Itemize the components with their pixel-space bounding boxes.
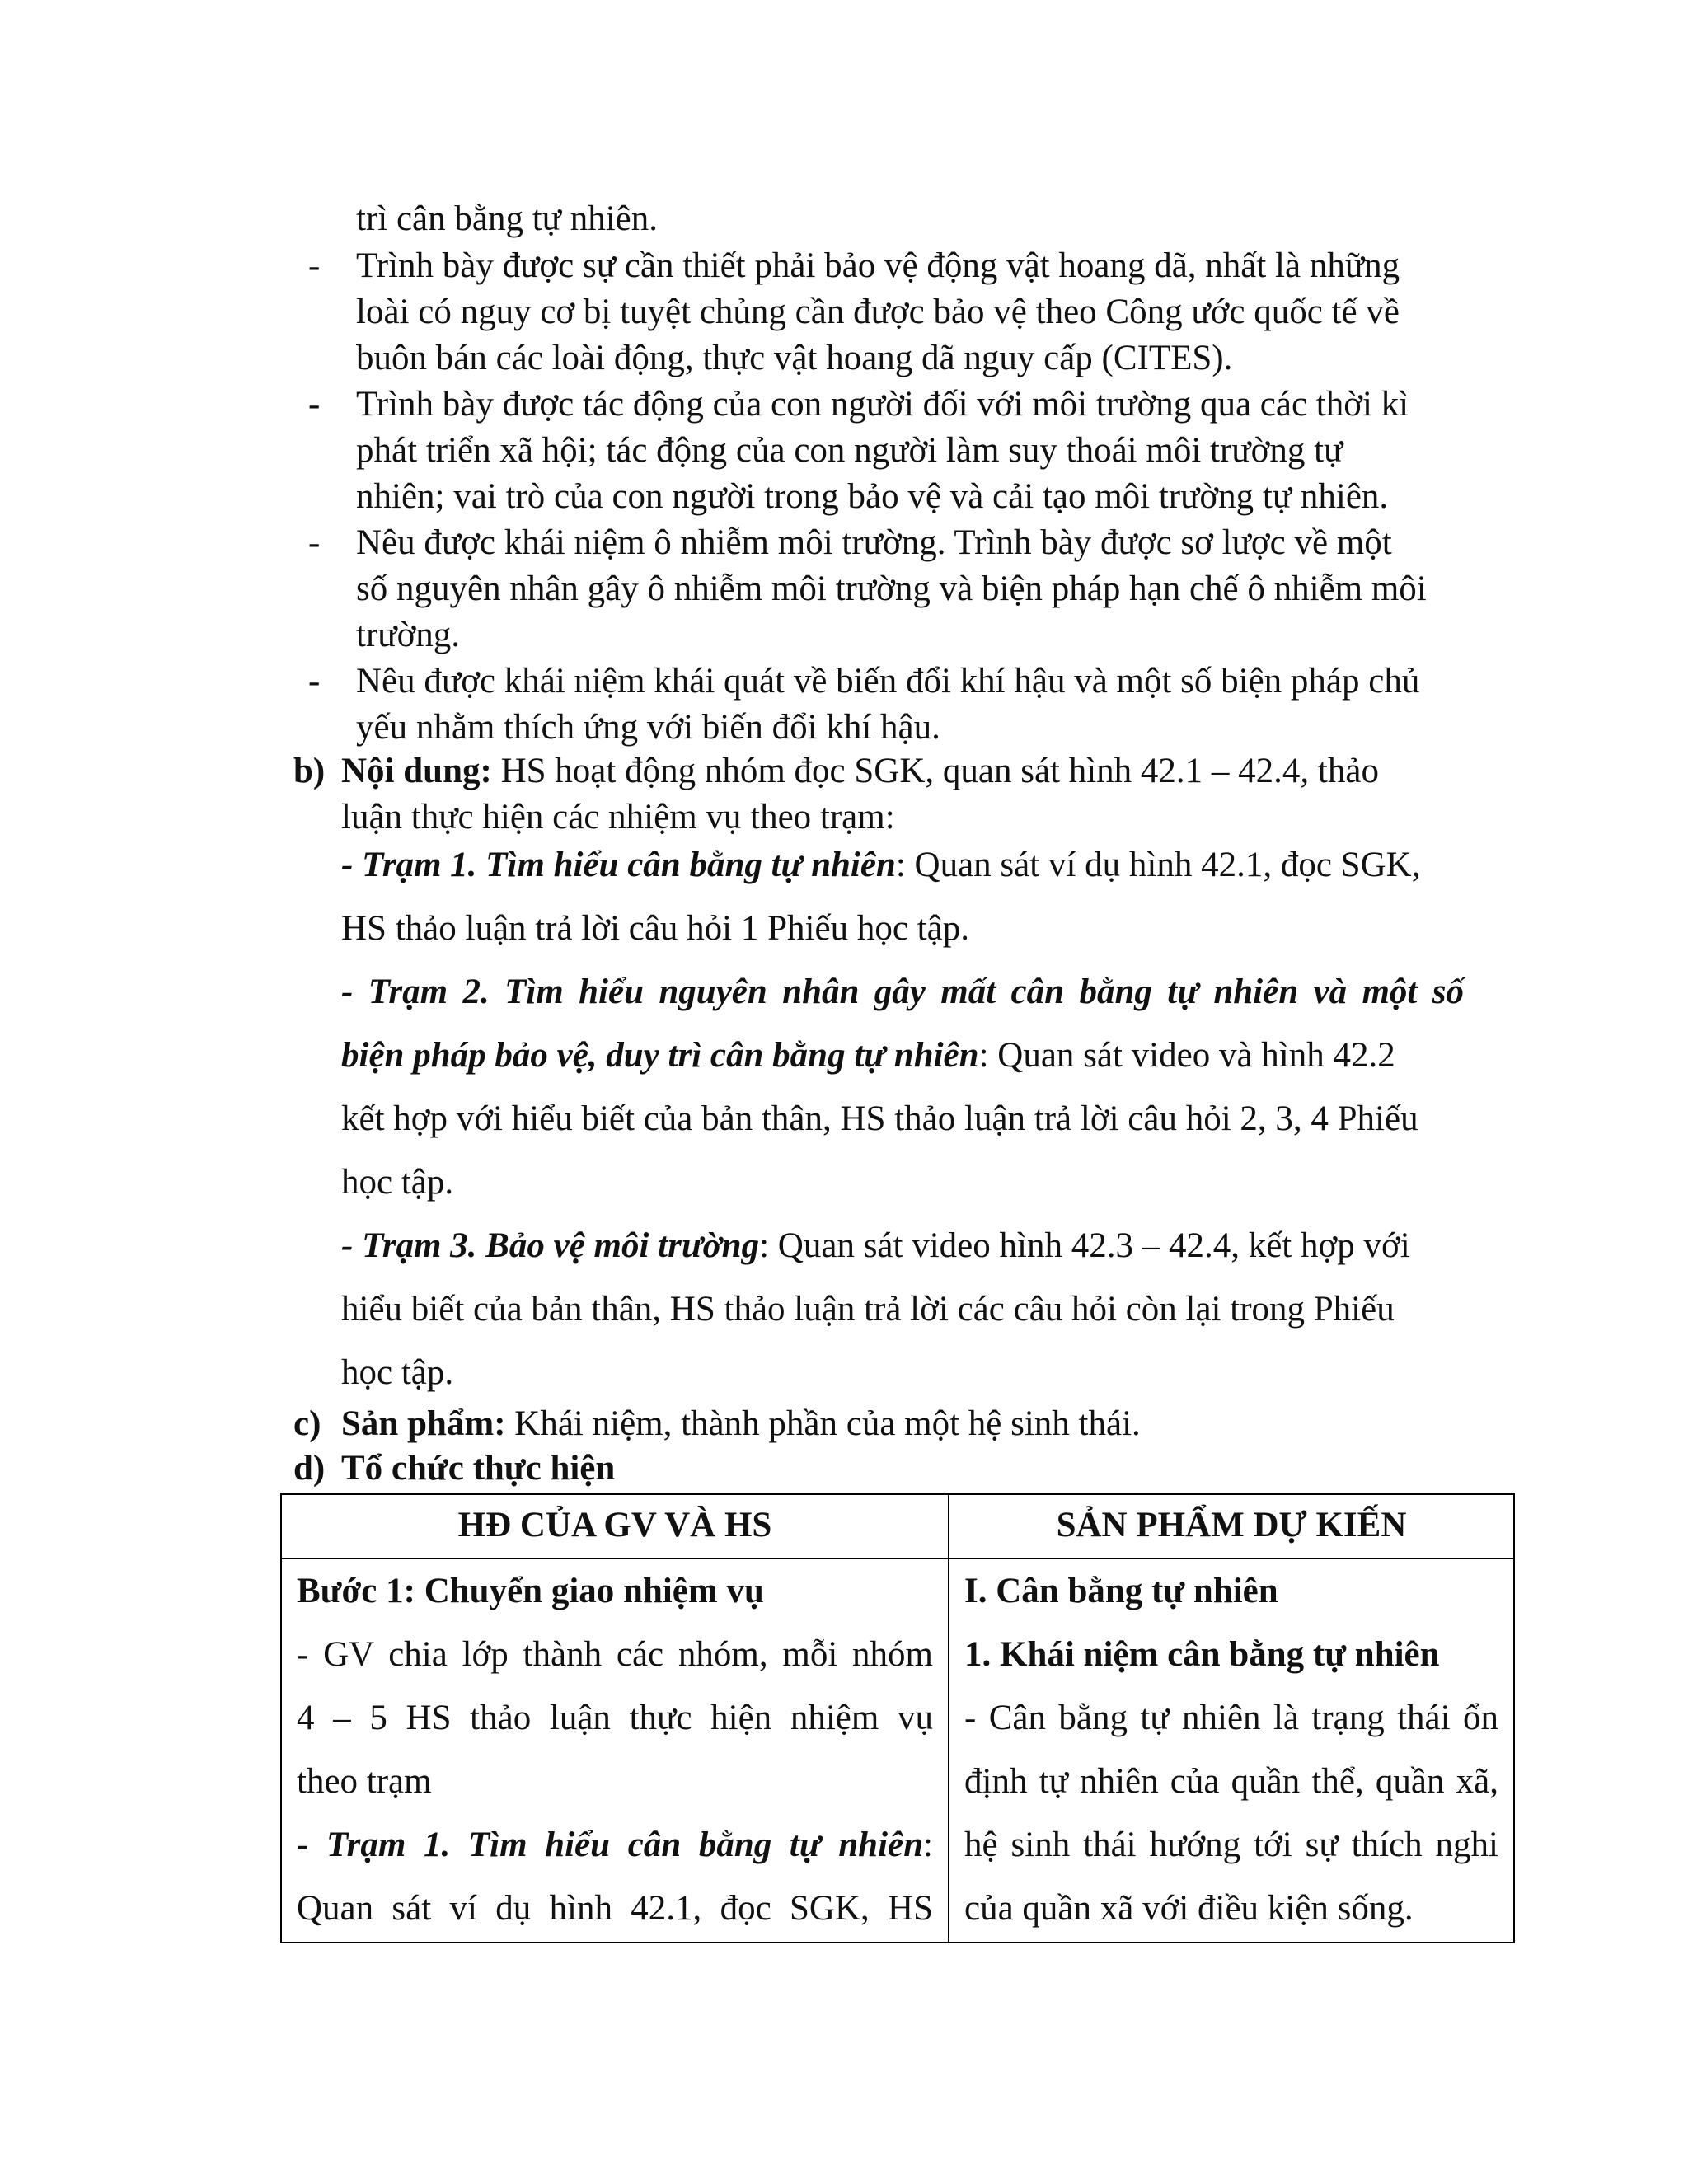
station-3-line [341, 1223, 1410, 1269]
objective-line: phát triển xã hội; tác động của con người làm suy thoái môi trường tự [356, 431, 1343, 470]
station-3-line: học tập. [341, 1353, 454, 1392]
activity-table [280, 1493, 1515, 1943]
content-line: luận thực hiện các nhiệm vụ theo trạm: [341, 798, 895, 837]
objective-continuation: trì cân bằng tự nhiên. [356, 199, 659, 238]
station-2-title-cont: biện pháp bảo vệ, duy trì cân bằng tự nhiên [341, 1036, 979, 1075]
objective-line: Trình bày được sự cần thiết phải bảo vệ động vật hoang dã, nhất là những [356, 246, 1400, 285]
step-title: Bước 1: Chuyển giao nhiệm vụ [297, 1572, 764, 1610]
bullet-dash: - [308, 523, 321, 562]
station-3-text: : Quan sát video hình 42.3 – 42.4, kết hợp với [759, 1226, 1410, 1265]
objective-line: Nêu được khái niệm ô nhiễm môi trường. Trình bày được sơ lược về một [356, 523, 1392, 562]
content-title: Nội dung: [341, 752, 492, 790]
objective-line: Nêu được khái niệm khái quát về biến đổi khí hậu và một số biện pháp chủ [356, 662, 1420, 701]
bullet-dash: - [308, 246, 321, 285]
product-line: của quần xã với điều kiện sống. [964, 1889, 1414, 1928]
product-subsection-title: 1. Khái niệm cân bằng tự nhiên [964, 1635, 1440, 1674]
table-header-row [281, 1494, 1514, 1558]
station-3-title: - Trạm 3. Bảo vệ môi trường [341, 1226, 760, 1265]
activity-station-line [297, 1813, 933, 1877]
product-section-title: I. Cân bằng tự nhiên [964, 1572, 1278, 1610]
activity-line: - GV chia lớp thành các nhóm, mỗi nhóm [297, 1635, 933, 1674]
station-1-line: HS thảo luận trả lời câu hỏi 1 Phiếu học tập. [341, 909, 969, 948]
content-line [341, 748, 1379, 794]
station-2-line: kết hợp với hiểu biết của bản thân, HS thảo luận trả lời câu hỏi 2, 3, 4 Phiếu [341, 1099, 1418, 1138]
activities-cell [281, 1558, 949, 1943]
objective-line: trường. [356, 616, 461, 654]
section-label-d: d) [293, 1449, 326, 1488]
header-activities: HĐ CỦA GV VÀ HS [281, 1494, 949, 1558]
activity-line: theo trạm [297, 1762, 432, 1801]
station-1-title: - Trạm 1. Tìm hiểu cân bằng tự nhiên [341, 846, 896, 884]
product-line [341, 1401, 1141, 1447]
products-cell [949, 1558, 1514, 1943]
station-colon: : [923, 1825, 933, 1864]
station-3-line: hiểu biết của bản thân, HS thảo luận trả lời các câu hỏi còn lại trong Phiếu [341, 1290, 1395, 1329]
product-line: - Cân bằng tự nhiên là trạng thái ổn [964, 1699, 1498, 1737]
bullet-dash: - [308, 385, 321, 424]
product-text: Khái niệm, thành phần của một hệ sinh thái. [505, 1404, 1141, 1443]
header-products: SẢN PHẨM DỰ KIẾN [949, 1494, 1514, 1558]
activity-line: 4 – 5 HS thảo luận thực hiện nhiệm vụ [297, 1699, 933, 1737]
content-text: HS hoạt động nhóm đọc SGK, quan sát hình 42.1 – 42.4, thảo [491, 752, 1379, 790]
section-label-c: c) [293, 1404, 321, 1443]
activity-line: Quan sát ví dụ hình 42.1, đọc SGK, HS [297, 1889, 933, 1928]
table-row [281, 1558, 1514, 1943]
station-2-text: : Quan sát video và hình 42.2 [978, 1036, 1395, 1075]
section-label-b: b) [293, 752, 326, 790]
station-2-title: - Trạm 2. Tìm hiểu nguyên nhân gây mất cân bằng tự nhiên và một số [341, 972, 1464, 1011]
station-1-text: : Quan sát ví dụ hình 42.1, đọc SGK, [895, 846, 1421, 884]
product-line: định tự nhiên của quần thể, quần xã, [964, 1762, 1498, 1801]
product-line: hệ sinh thái hướng tới sự thích nghi [964, 1825, 1498, 1864]
objective-line: yếu nhằm thích ứng với biến đổi khí hậu. [356, 708, 940, 747]
objective-line: số nguyên nhân gây ô nhiễm môi trường và biện pháp hạn chế ô nhiễm môi [356, 569, 1427, 608]
objective-line: nhiên; vai trò của con người trong bảo vệ và cải tạo môi trường tự nhiên. [356, 477, 1389, 516]
objective-line: loài có nguy cơ bị tuyệt chủng cần được bảo vệ theo Công ước quốc tế về [356, 293, 1400, 331]
station-1-title: - Trạm 1. Tìm hiểu cân bằng tự nhiên [297, 1825, 924, 1864]
product-title: Sản phẩm: [341, 1404, 506, 1443]
station-2-line [341, 1033, 1395, 1079]
station-1-line [341, 842, 1420, 888]
objective-line: Trình bày được tác động của con người đối với môi trường qua các thời kì [356, 385, 1409, 424]
station-2-line: học tập. [341, 1163, 454, 1202]
organize-title: Tổ chức thực hiện [341, 1449, 616, 1488]
bullet-dash: - [308, 662, 321, 701]
objective-line: buôn bán các loài động, thực vật hoang dã nguy cấp (CITES). [356, 339, 1233, 377]
